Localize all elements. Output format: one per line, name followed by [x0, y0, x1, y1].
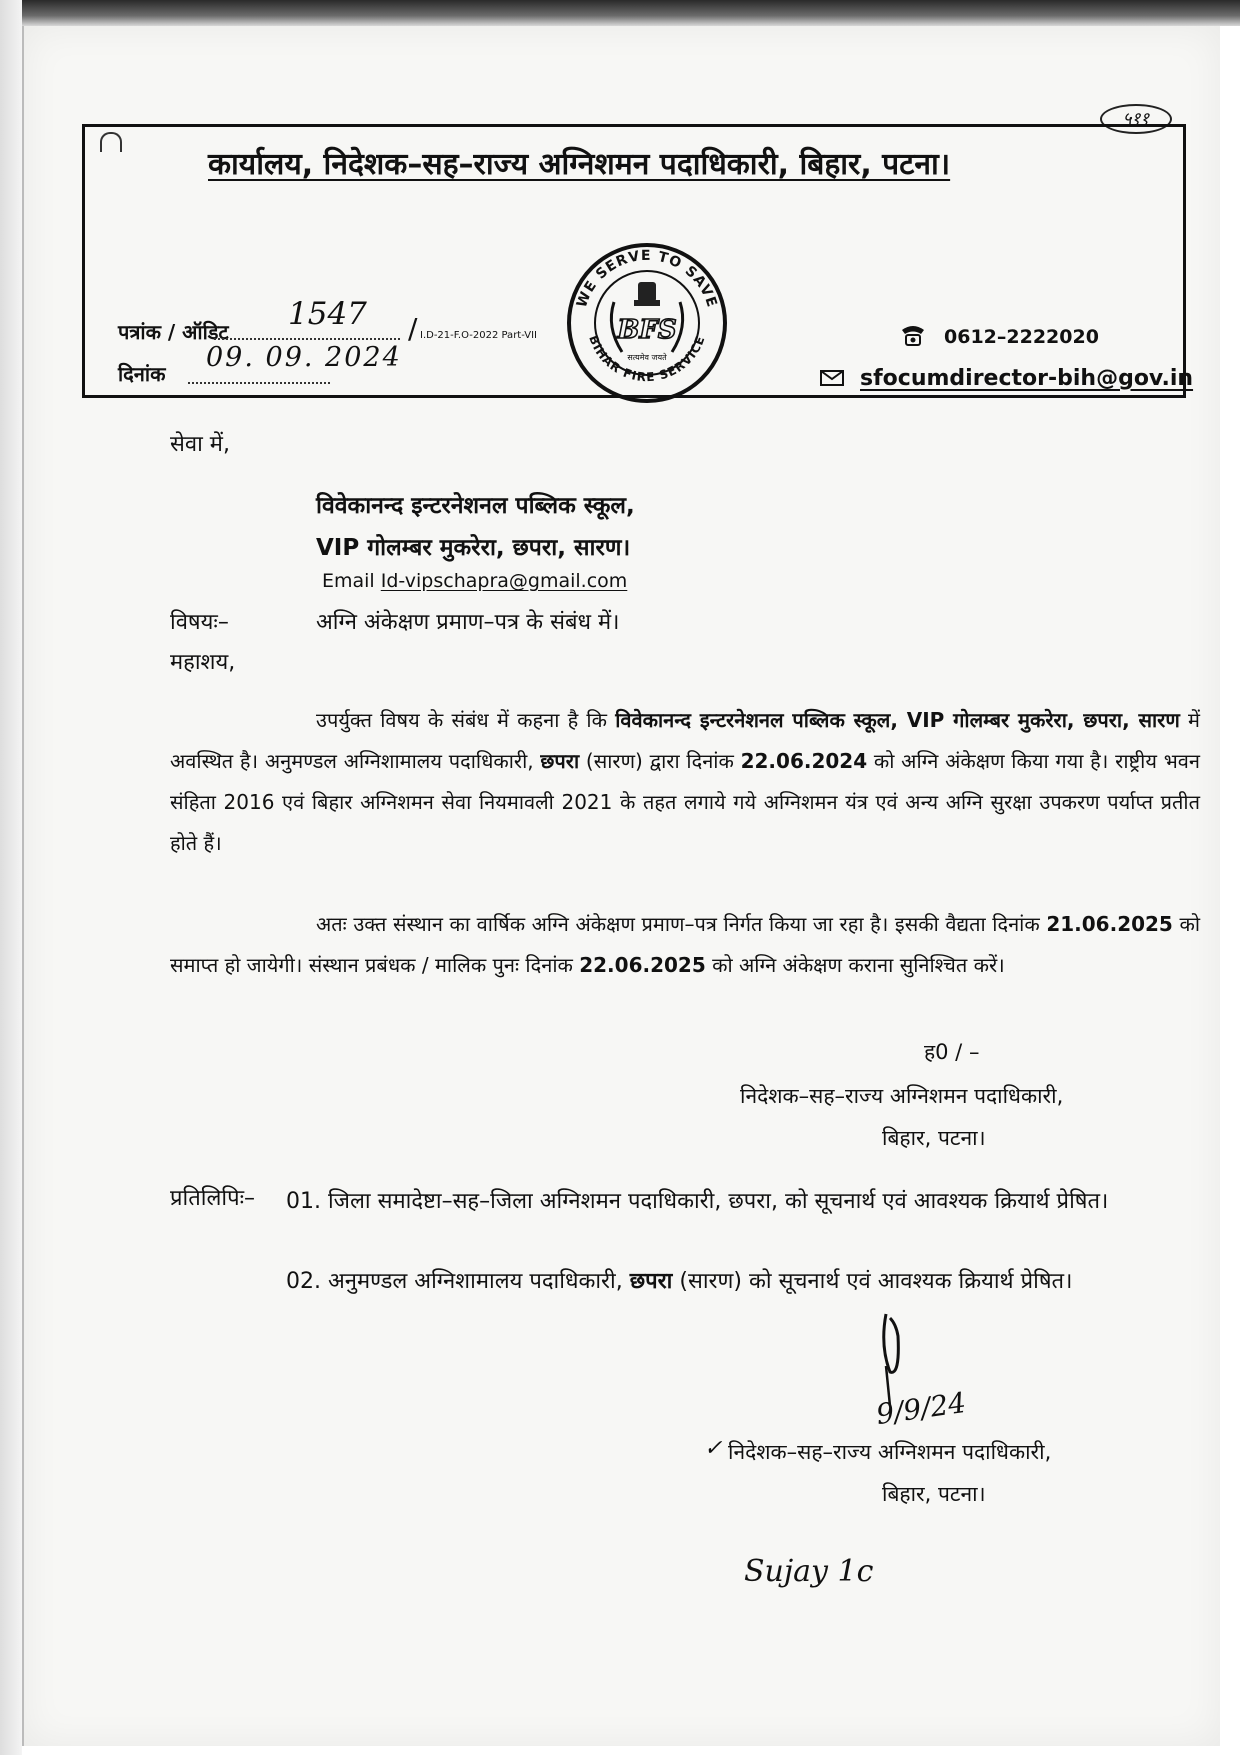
seal-motto: सत्यमेव जयते: [627, 353, 667, 362]
final-location: बिहार, पटना।: [882, 1482, 986, 1506]
copy-item-2: [286, 1262, 1200, 1302]
para1-city: छपरा: [540, 749, 580, 773]
signature-designation: निदेशक–सह–राज्य अग्निशमन पदाधिकारी,: [740, 1084, 1064, 1108]
copy-item-2-part2: (सारण) को सूचनार्थ एवं आवश्यक क्रियार्थ प्रेषित।: [672, 1269, 1073, 1294]
body-paragraph-2: [170, 904, 1200, 986]
para1-part2: में अवस्थित है। अनुमण्डल अग्निशामालय पदाधिकारी,: [170, 708, 1201, 773]
para1-part4: को अग्नि अंकेक्षण किया गया है। राष्ट्रीय भवन संहिता 2016 एवं बिहार अग्निशमन सेवा नियमावली 2021 के तहत लगाये गये अग्निशमन यंत्र एवं अन्य अग्नि सुरक्षा उपकरण पर्याप्त प्रतीत होते हैं।: [170, 749, 1200, 855]
recipient-email-link[interactable]: Id-vipschapra@gmail.com: [380, 570, 628, 592]
envelope-icon: [820, 370, 844, 386]
para2-expiry-date: 21.06.2025: [1046, 912, 1173, 936]
signature-tick-mark: ✓: [704, 1436, 723, 1461]
office-title: [208, 142, 1168, 183]
signature-sd: ह0 / –: [924, 1040, 980, 1064]
phone-number: 0612–2222020: [944, 326, 1099, 348]
seal-bottom-text: BIHAR FIRE SERVICE: [586, 333, 708, 385]
handwritten-sign-date: 9/9/24: [874, 1385, 968, 1432]
page-number-stamp: ५११: [1100, 104, 1172, 134]
recipient-email-label: Email: [322, 570, 375, 592]
ref-label: पत्रांक / ऑडिट: [118, 320, 229, 344]
signature-location: बिहार, पटना।: [882, 1126, 986, 1150]
ref-code: I.D-21-F.O-2022 Part-VII: [420, 330, 537, 341]
para1-school-name: विवेकानन्द इन्टरनेशनल पब्लिक स्कूल, VIP गोलम्बर मुकरेरा, छपरा, सारण: [615, 708, 1180, 732]
para1-part3: (सारण) द्वारा दिनांक: [579, 749, 741, 773]
seal-top-text: WE SERVE TO SAVE: [573, 247, 720, 310]
handwritten-note: Sujay 1c: [744, 1554, 874, 1589]
recipient-line-2: VIP गोलम्बर मुकरेरा, छपरा, सारण।: [316, 535, 631, 561]
date-handwritten: 09. 09. 2024: [206, 342, 402, 373]
ref-number-handwritten: 1547: [288, 296, 367, 332]
para2-part2: को समाप्त हो जायेगी। संस्थान प्रबंधक / मालिक पुनः दिनांक: [170, 912, 1200, 977]
para1-audit-date: 22.06.2024: [740, 749, 868, 773]
scan-top-edge: [0, 0, 1240, 26]
body-paragraph-1: [170, 700, 1200, 864]
seal-center-text: BFS: [617, 315, 677, 345]
copy-label: प्रतिलिपिः–: [170, 1186, 256, 1211]
copy-item-1: 01. जिला समादेष्टा–सह–जिला अग्निशमन पदाधिकारी, छपरा, को सूचनार्थ एवं आवश्यक क्रियार्थ प्रेषित।: [286, 1189, 1109, 1214]
office-email-link[interactable]: sfocumdirector-bih@gov.in: [860, 366, 1194, 391]
para2-part3: को अग्नि अंकेक्षण कराना सुनिश्चित करें।: [705, 953, 1005, 977]
bihar-fire-service-seal-icon: [566, 242, 728, 404]
para1-part1: उपर्युक्त विषय के संबंध में कहना है कि: [316, 708, 616, 732]
para2-renewal-date: 22.06.2025: [579, 953, 706, 977]
recipient-line-1: विवेकानन्द इन्टरनेशनल पब्लिक स्कूल,: [316, 493, 635, 519]
subject-text: अग्नि अंकेक्षण प्रमाण–पत्र के संबंध में।: [316, 610, 620, 635]
recipient-email: [322, 570, 627, 592]
office-title-text: कार्यालय, निदेशक–सह–राज्य अग्निशमन पदाधिकारी, बिहार, पटना।: [208, 147, 951, 182]
greeting: महाशय,: [170, 650, 236, 675]
subject-label: विषयः–: [170, 610, 229, 635]
date-label: दिनांक: [118, 362, 166, 386]
scan-left-edge: [0, 0, 22, 1755]
copy-item-2-part1: 02. अनुमण्डल अग्निशामालय पदाधिकारी,: [286, 1269, 630, 1294]
copy-item-2-city: छपरा: [629, 1269, 673, 1294]
final-designation: निदेशक–सह–राज्य अग्निशमन पदाधिकारी,: [728, 1440, 1052, 1464]
telephone-icon: [900, 324, 926, 346]
ref-slash: /: [408, 312, 418, 345]
salutation-to: सेवा में,: [170, 432, 230, 457]
punch-hole-icon: [100, 132, 122, 152]
para2-part1: अतः उक्त संस्थान का वार्षिक अग्नि अंकेक्षण प्रमाण–पत्र निर्गत किया जा रहा है। इसकी वैद्यता दिनांक: [316, 912, 1047, 936]
